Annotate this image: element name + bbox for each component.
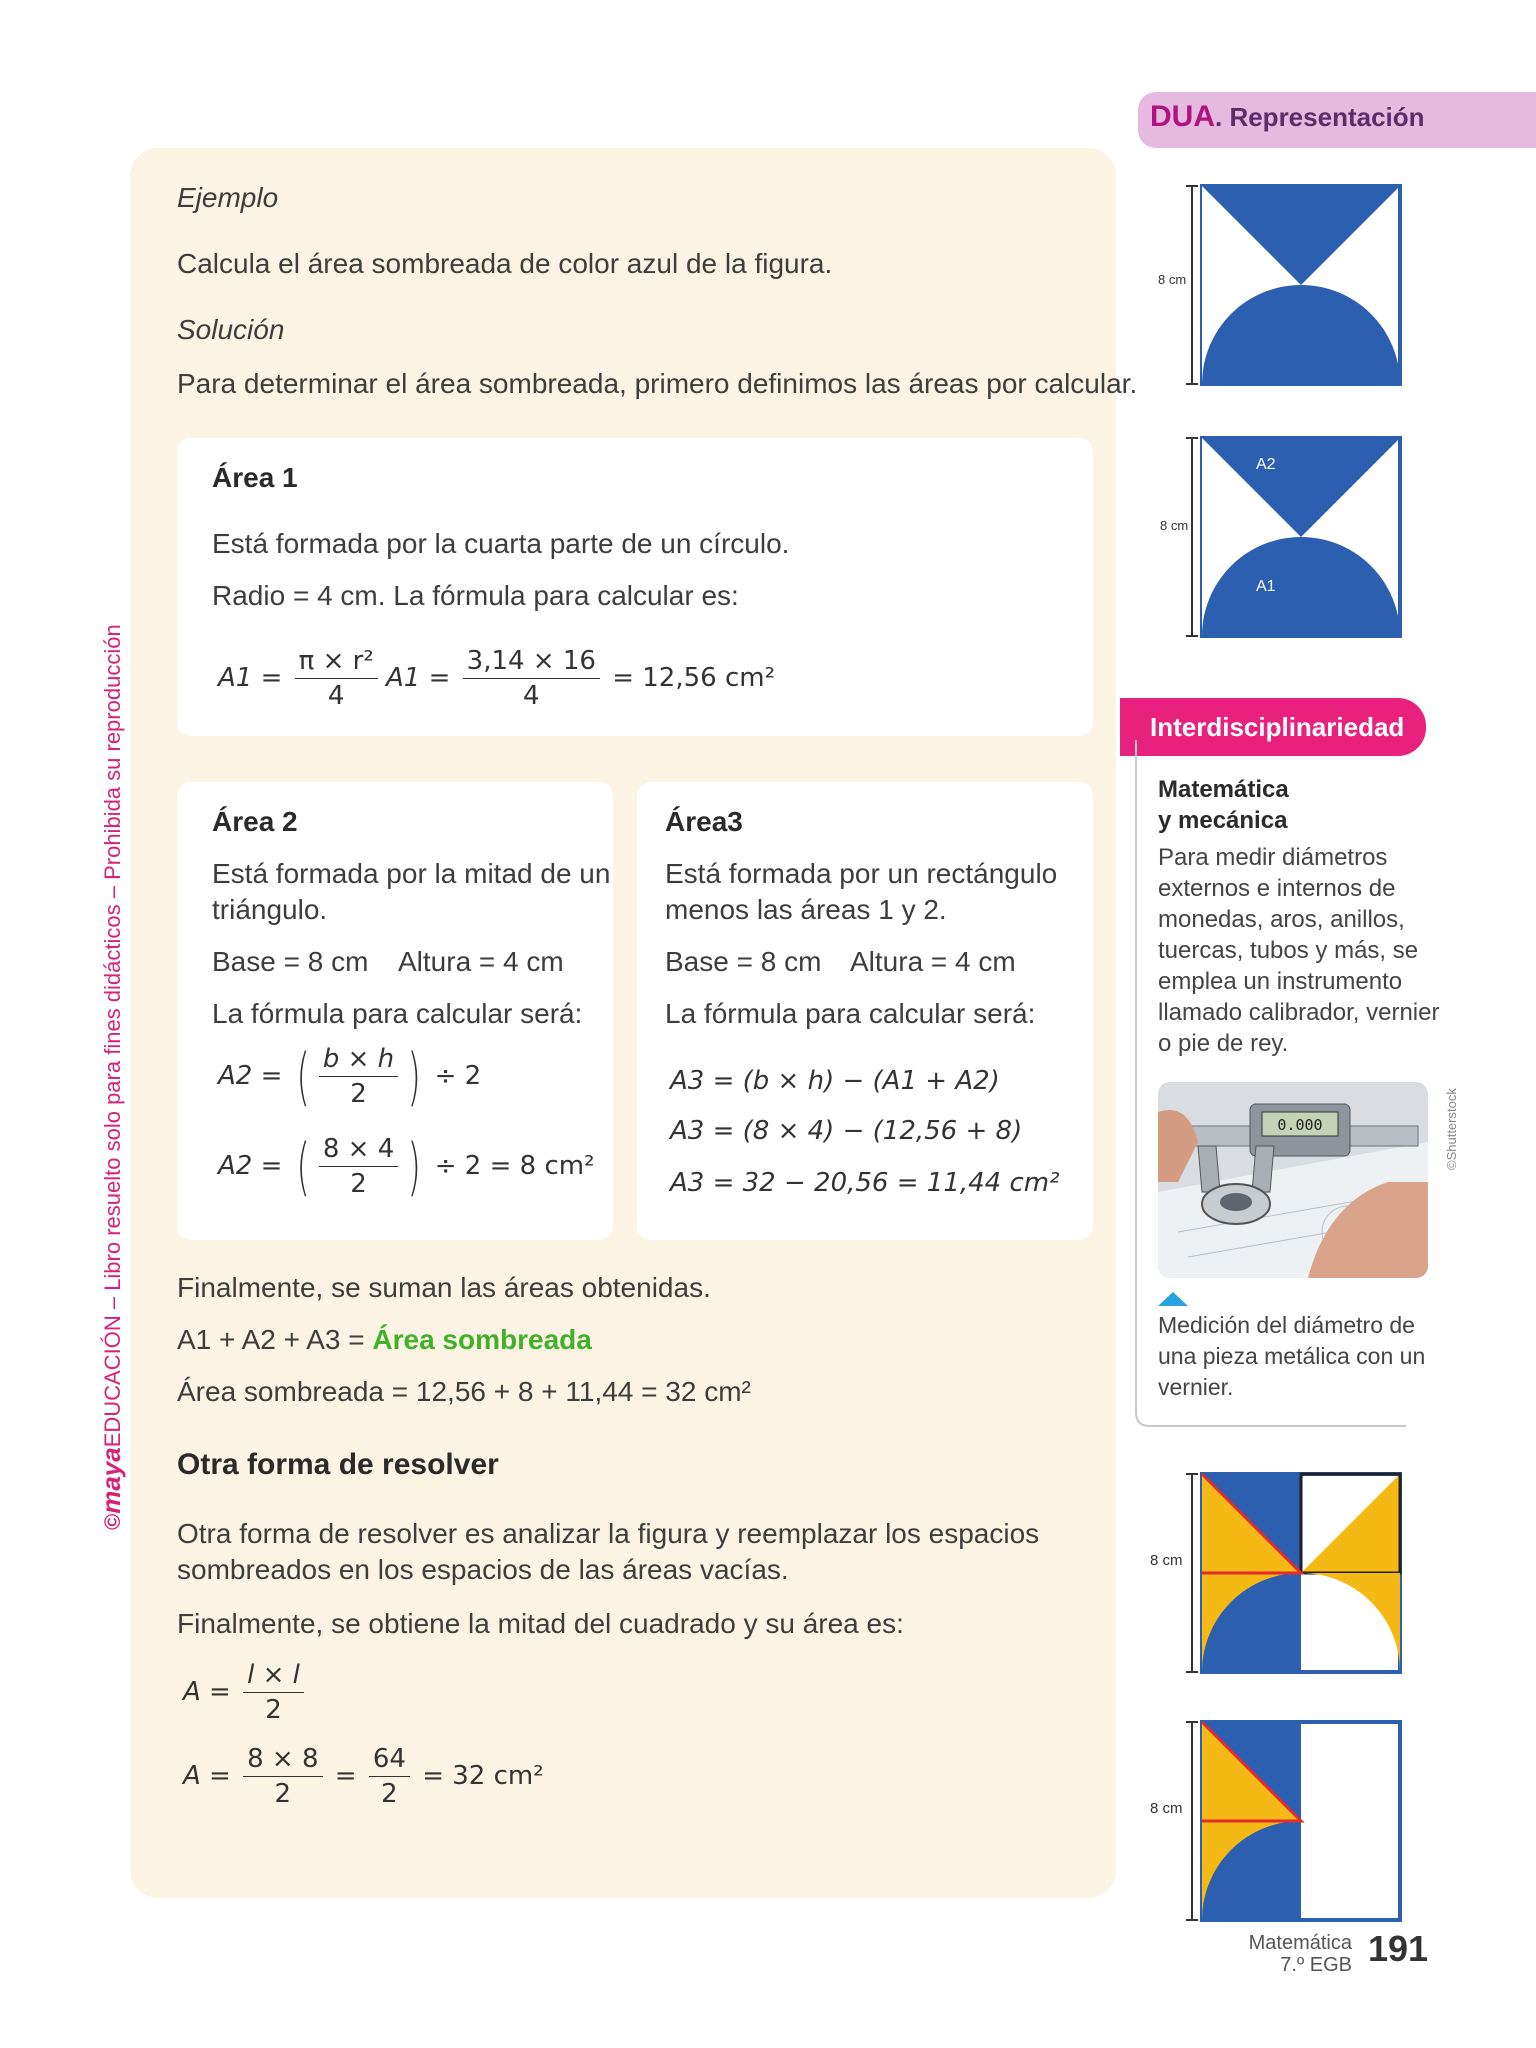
alt-formula2 [183, 1744, 544, 1809]
area2-formula2 [218, 1129, 595, 1203]
solution-label: Solución [177, 314, 285, 345]
solution-intro: Para determinar el área sombreada, primero definimos las áreas por calcular. [177, 368, 1138, 399]
area2-line1: Está formada por la mitad de un triángulo. [212, 858, 611, 925]
area3-base: Base = 8 cm [665, 946, 822, 977]
area2-altura: Altura = 4 cm [398, 946, 564, 977]
area3-altura: Altura = 4 cm [850, 946, 1016, 977]
inter-title-line1: Matemática [1158, 776, 1289, 803]
alt-f2-den2: 2 [381, 1779, 398, 1809]
final-sum-highlight: Área sombreada [372, 1324, 592, 1355]
alt-f1-lhs: A = [183, 1677, 231, 1707]
interdisciplinariedad-tab: Interdisciplinariedad [1120, 698, 1426, 756]
final-result: Área sombreada = 12,56 + 8 + 11,44 = 32 cm² [177, 1376, 751, 1407]
area3-formula1: A3 = (b × h) − (A1 + A2) [670, 1066, 1000, 1096]
example-prompt: Calcula el área sombreada de color azul de la figura. [177, 248, 833, 279]
dua-prefix: DUA [1150, 100, 1215, 133]
alt-f2-result: = 32 cm² [422, 1761, 544, 1791]
alt-f1-den: 2 [265, 1695, 282, 1725]
dua-title [1150, 100, 1425, 134]
alt-f2-lhs: A = [183, 1761, 231, 1791]
alt-f1-num: l × l [243, 1660, 304, 1693]
area1-f1-num: π × r² [295, 646, 378, 679]
alt-f2-den1: 2 [274, 1779, 292, 1809]
area1-f1-den: 4 [327, 681, 345, 711]
inter-title [1158, 774, 1289, 836]
area2-f2-den: 2 [350, 1169, 367, 1199]
area1-f2-result: = 12,56 [612, 663, 717, 693]
final-sum-prefix: A1 + A2 + A3 = [177, 1324, 373, 1355]
photo-caption: Medición del diámetro de una pieza metálica con un vernier. [1158, 1312, 1426, 1400]
area2-f2-num: 8 × 4 [319, 1134, 398, 1167]
area3-formula2: A3 = (8 × 4) − (12,56 + 8) [670, 1116, 1023, 1146]
area1-f2-unit: cm² [724, 663, 776, 693]
area1-line1: Está formada por la cuarta parte de un círculo. [212, 528, 790, 559]
footer-grade: 7.º EGB [1280, 1954, 1352, 1976]
area2-formula-intro: La fórmula para calcular será: [212, 998, 583, 1029]
area1-f1-lhs: A1 [218, 663, 253, 693]
area2-f1-tail: ÷ 2 [434, 1061, 482, 1091]
caption-triangle-icon [1158, 1290, 1188, 1308]
close-paren: ) [407, 1129, 422, 1203]
alt-f2-num2: 64 [369, 1744, 410, 1777]
alt-f2-num1: 8 × 8 [243, 1744, 322, 1777]
inter-title-line2: y mecánica [1158, 807, 1288, 834]
fig2-label-a1: A1 [1256, 578, 1276, 595]
area2-f1-lhs: A2 = [218, 1061, 283, 1091]
caliper-reading: 0.000 [1277, 1116, 1323, 1134]
example-label: Ejemplo [177, 182, 279, 213]
alt-f1-fraction [243, 1660, 304, 1725]
fig2-label-a3: A3 [1356, 512, 1376, 529]
figure-3-substitution [1155, 1470, 1410, 1676]
area3-line1: Está formada por un rectángulo menos las áreas 1 y 2. [665, 858, 1058, 925]
alt-title: Otra forma de resolver [177, 1448, 499, 1481]
open-paren: ( [296, 1039, 310, 1113]
fig3-dim-label: 8 cm [1150, 1552, 1183, 1569]
area2-f1-num: b × h [319, 1044, 398, 1077]
fig1-dim-label: 8 cm [1158, 272, 1187, 287]
area2-base: Base = 8 cm [212, 946, 369, 977]
area2-f2-lhs: A2 = [218, 1151, 283, 1181]
fig2-dim-label: 8 cm [1160, 518, 1189, 533]
alt-f2-fraction1 [243, 1744, 322, 1809]
area3-title: Área3 [665, 806, 743, 837]
final-line1: Finalmente, se suman las áreas obtenidas. [177, 1272, 711, 1303]
final-sum [177, 1322, 592, 1358]
area1-title: Área 1 [212, 462, 298, 493]
area3-formula-intro: La fórmula para calcular será: [665, 998, 1036, 1029]
area2-formula1 [218, 1039, 482, 1113]
copyright-symbol: © [100, 1513, 125, 1530]
brand-logo: maya [96, 1447, 126, 1514]
area1-line2: Radio = 4 cm. La fórmula para calcular es: [212, 580, 739, 611]
area2-f2-fraction [319, 1134, 398, 1199]
area1-f2-lhs: A1 [386, 663, 421, 693]
fig4-dim-label: 8 cm [1150, 1800, 1183, 1817]
caliper-jaw-fixed [1198, 1146, 1220, 1192]
footer-subject: Matemática [1248, 1932, 1352, 1954]
area1-formula1: A1 = $\frac{\text{π × r²}}{4}$ [218, 646, 382, 711]
photo-credit: ©Shutterstock [1444, 1088, 1459, 1170]
figure-2-labeled [1155, 434, 1410, 640]
area1-f2-fraction [463, 646, 600, 711]
figure-4-half-square [1155, 1718, 1410, 1924]
area1-f1-fraction [295, 646, 378, 711]
alt-para2: Finalmente, se obtiene la mitad del cuadrado y su área es: [177, 1608, 904, 1639]
sidebar-disclaimer: EDUCACIÓN – Libro resuelto solo para fines didácticos – Prohibida su reproducción [100, 624, 125, 1448]
caliper-jaw-moving [1252, 1146, 1274, 1192]
footer-subject-block [1220, 1932, 1352, 1976]
area1-formula2: A1 = $\frac{3,14 \times 16}{4}$ = 12,56 cm² [386, 646, 776, 711]
inter-body: Para medir diámetros externos e internos de monedas, aros, anillos, tuercas, tubos y más, se emplea un instrumento llamado calibrador, vernier o pie de rey. [1158, 844, 1440, 1057]
area2-f2-tail: ÷ 2 = 8 cm² [434, 1151, 595, 1181]
caliper-photo [1158, 1082, 1428, 1278]
dua-label: . Representación [1215, 102, 1425, 132]
area2-f1-den: 2 [350, 1079, 367, 1109]
metal-ring-hole [1220, 1193, 1252, 1211]
vertical-sidebar-text [96, 624, 127, 1530]
area2-f1-fraction [319, 1044, 398, 1109]
area2-title: Área 2 [212, 806, 298, 837]
open-paren: ( [296, 1129, 310, 1203]
alt-para1: Otra forma de resolver es analizar la figura y reemplazar los espacios sombreados en los espacios de las áreas vacías. [177, 1518, 1040, 1585]
page-number: 191 [1368, 1928, 1429, 1969]
alt-formula1 [183, 1660, 308, 1725]
area3-formula3: A3 = 32 − 20,56 = 11,44 cm² [670, 1168, 1060, 1198]
figure-1-shaded [1155, 182, 1410, 388]
alt-f2-eq: = [334, 1761, 357, 1791]
close-paren: ) [407, 1039, 421, 1113]
fig2-label-a2: A2 [1256, 456, 1276, 473]
area1-f2-den: 4 [523, 681, 540, 711]
area1-f2-num: 3,14 × 16 [463, 646, 600, 679]
alt-f2-fraction2 [369, 1744, 410, 1809]
